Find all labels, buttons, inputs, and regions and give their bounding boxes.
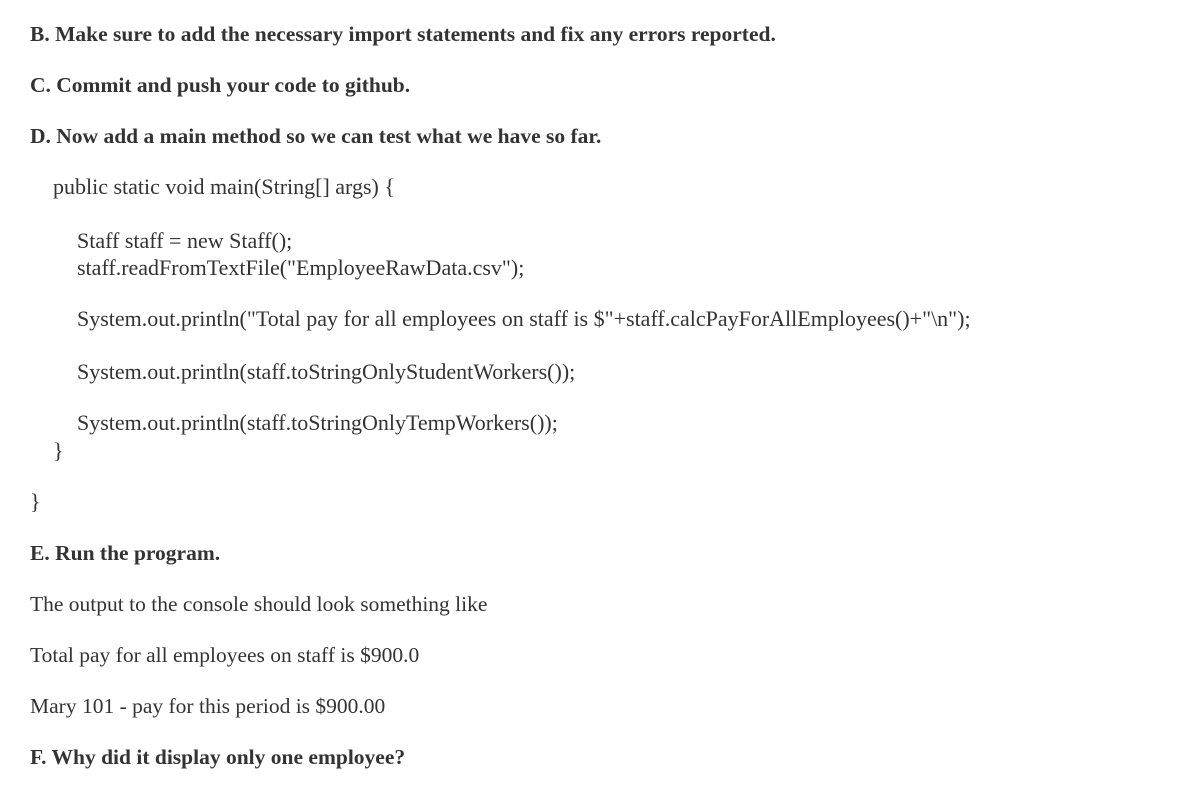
step-c-heading: C. Commit and push your code to github. bbox=[30, 73, 411, 97]
code-line-temp-workers: System.out.println(staff.toStringOnlyTempWorkers()); bbox=[77, 410, 558, 435]
step-b-heading: B. Make sure to add the necessary import statements and fix any errors reported. bbox=[30, 22, 776, 46]
code-line-read-file: staff.readFromTextFile("EmployeeRawData.csv"); bbox=[77, 255, 525, 280]
code-line-student-workers: System.out.println(staff.toStringOnlyStudentWorkers()); bbox=[77, 359, 576, 384]
code-line-total-pay: System.out.println("Total pay for all employees on staff is $"+staff.calcPayForAllEmployees()+"\n"); bbox=[77, 306, 971, 331]
code-line-staff-new: Staff staff = new Staff(); bbox=[77, 228, 293, 253]
step-f-heading: F. Why did it display only one employee? bbox=[30, 745, 406, 769]
output-employee-line: Mary 101 - pay for this period is $900.00 bbox=[30, 694, 386, 718]
output-total-line: Total pay for all employees on staff is $900.0 bbox=[30, 643, 420, 667]
code-method-signature: public static void main(String[] args) { bbox=[53, 174, 395, 199]
code-close-method-brace: } bbox=[53, 438, 64, 463]
step-d-heading: D. Now add a main method so we can test what we have so far. bbox=[30, 124, 602, 148]
code-close-class-brace: } bbox=[30, 489, 41, 514]
output-intro-text: The output to the console should look something like bbox=[30, 592, 488, 616]
step-e-heading: E. Run the program. bbox=[30, 541, 221, 565]
